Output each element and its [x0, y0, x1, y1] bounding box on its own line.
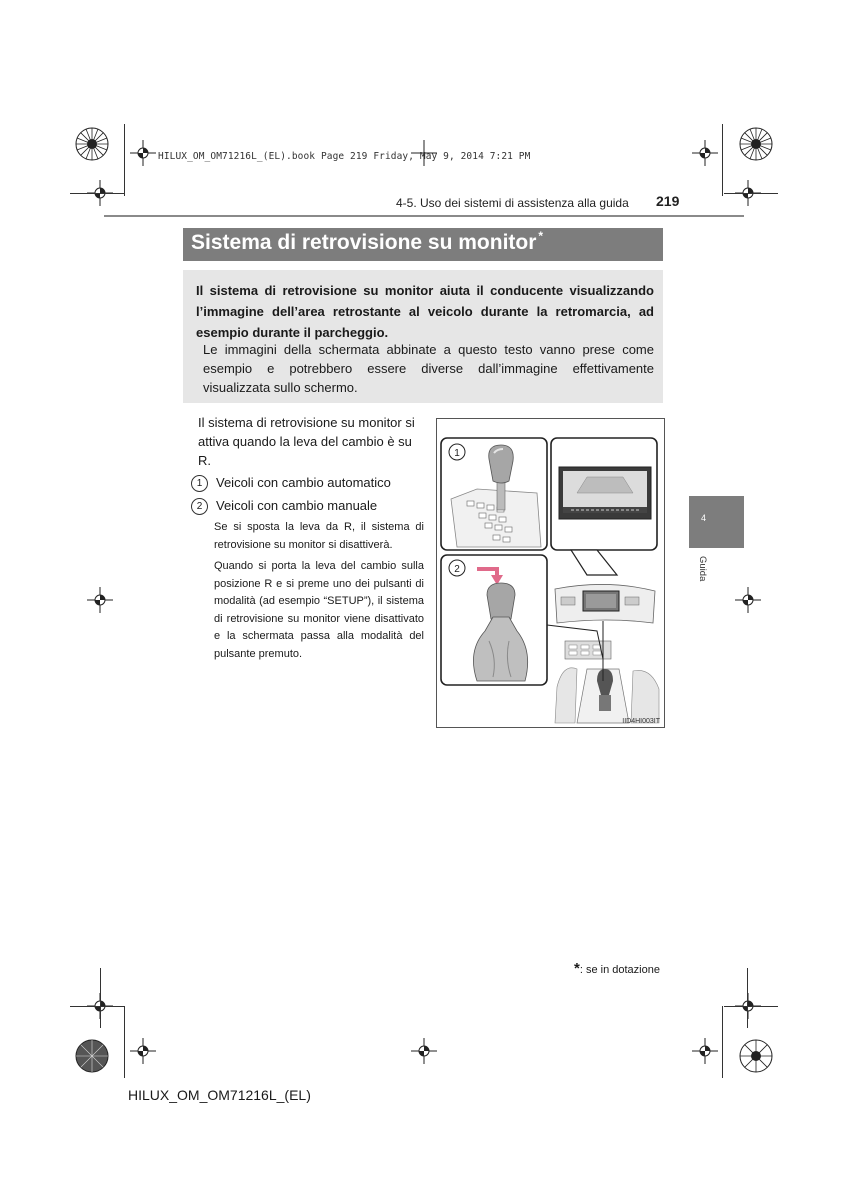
page-title-bar — [183, 228, 663, 261]
item-number: 1 — [191, 475, 208, 492]
item-label: Veicoli con cambio manuale — [216, 498, 378, 513]
chapter-label: Guida — [697, 556, 708, 582]
panel-label: 2 — [454, 564, 460, 575]
footnote-text: : se in dotazione — [579, 964, 660, 976]
list-item — [191, 498, 377, 515]
chapter-number: 4 — [701, 513, 707, 523]
body-paragraph: Il sistema di retrovisione su monitor si attiva quando la leva del cambio è su R. — [198, 415, 415, 468]
registration-target-icon — [72, 124, 112, 164]
crosshair-icon — [735, 587, 761, 613]
panel-label: 1 — [454, 448, 460, 459]
item-number: 2 — [191, 498, 208, 515]
page-number: 219 — [656, 193, 680, 209]
registration-target-icon — [736, 1036, 776, 1076]
crosshair-icon — [692, 1038, 718, 1064]
footnote-marker: * — [574, 960, 580, 977]
page-title — [191, 231, 543, 255]
list-item — [191, 475, 391, 492]
print-book-line: HILUX_OM_OM71216L_(EL).book Page 219 Friday, May 9, 2014 7:21 PM — [158, 151, 531, 162]
crosshair-icon — [411, 1038, 437, 1064]
registration-target-icon — [72, 1036, 112, 1076]
item-label: Veicoli con cambio automatico — [216, 475, 391, 490]
illustration-code: IID4HI003IT — [622, 718, 660, 725]
page-title-text: Sistema di retrovisione su monitor — [191, 231, 537, 254]
title-marker: * — [538, 229, 544, 243]
intro-note: Le immagini della schermata abbinate a questo testo vanno prese come esempio e potrebbero essere diverse dall’immagine effettivamente visualizzata sullo schermo. — [203, 342, 654, 395]
crosshair-icon — [87, 587, 113, 613]
section-title: 4-5. Uso dei sistemi di assistenza alla guida — [396, 196, 629, 210]
crosshair-icon — [130, 140, 156, 166]
crosshair-icon — [692, 140, 718, 166]
note-deactivate: Se si sposta la leva da R, il sistema di retrovisione su monitor si disattiverà. — [214, 521, 424, 551]
intro-box — [183, 270, 663, 403]
illustration — [436, 418, 665, 728]
note-mode-button: Quando si porta la leva del cambio sulla posizione R e si preme uno dei pulsanti di modalità (ad esempio “SETUP”), il sistema di retrovisione su monitor viene disattivato e la schermata passa alla modalità del pulsante premuto. — [214, 560, 424, 660]
gear-lever-monitor-illustration — [437, 419, 664, 727]
header-rule — [104, 215, 744, 217]
intro-summary: Il sistema di retrovisione su monitor aiuta il conducente visualizzando l’immagine dell’area retrostante al veicolo durante la retromarcia, ad esempio durante il parcheggio. — [196, 283, 654, 340]
crosshair-icon — [130, 1038, 156, 1064]
registration-target-icon — [736, 124, 776, 164]
page-footer: HILUX_OM_OM71216L_(EL) — [128, 1087, 311, 1103]
footnote — [574, 960, 660, 977]
chapter-tab[interactable] — [689, 496, 744, 548]
